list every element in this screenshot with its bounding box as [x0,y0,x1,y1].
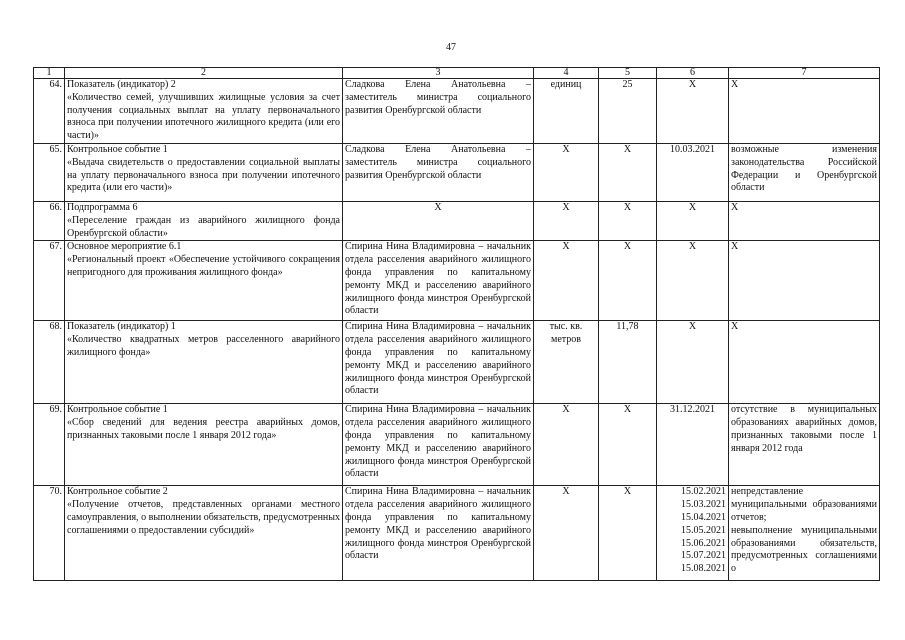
table-row [34,321,880,404]
plan-table [33,67,880,581]
row-responsible-cell: Спирина Нина Владимировна – начальник отдела расселения аварийного жилищного фонда управления по капитальному ремонту МКД и расселению аварийного жилищного фонда минстроя Оренбургской области [343,241,534,321]
column-number: 3 [343,68,534,79]
row-value-cell: 25 [599,79,657,144]
row-unit-cell: Х [534,144,599,202]
row-date-cell: 15.02.2021 15.03.2021 15.04.2021 15.05.2021 15.06.2021 15.07.2021 15.08.2021 [657,486,729,581]
row-number-cell: 66. [34,202,65,241]
row-date-cell: Х [657,79,729,144]
table-row [34,144,880,202]
row-unit-cell: Х [534,202,599,241]
row-name-cell: Основное мероприятие 6.1 «Региональный проект «Обеспечение устойчивого сокращения непригодного для проживания жилищного фонда» [65,241,343,321]
row-name-cell: Контрольное событие 1 «Сбор сведений для ведения реестра аварийных домов, признанных таковыми после 1 января 2012 года» [65,404,343,486]
row-value-cell: Х [599,202,657,241]
column-number: 4 [534,68,599,79]
row-number-cell: 69. [34,404,65,486]
row-name-cell: Показатель (индикатор) 1 «Количество квадратных метров расселенного аварийного жилищного фонда» [65,321,343,404]
table-row [34,79,880,144]
row-date-cell: Х [657,241,729,321]
row-unit-cell: тыс. кв. метров [534,321,599,404]
row-responsible-cell: Сладкова Елена Анатольевна – заместитель министра социального развития Оренбургской области [343,79,534,144]
row-number-cell: 67. [34,241,65,321]
row-value-cell: Х [599,241,657,321]
row-value-cell: 11,78 [599,321,657,404]
row-name-cell: Контрольное событие 2 «Получение отчетов, представленных органами местного самоуправления, о выполнении обязательств, предусмотренных соглашениями о предоставлении субсидий» [65,486,343,581]
row-number-cell: 70. [34,486,65,581]
column-number: 2 [65,68,343,79]
row-unit-cell: Х [534,241,599,321]
row-date-cell: Х [657,202,729,241]
row-note-cell: Х [729,241,880,321]
row-note-cell: Х [729,79,880,144]
table-row [34,202,880,241]
row-responsible-cell: Спирина Нина Владимировна – начальник отдела расселения аварийного жилищного фонда управления по капитальному ремонту МКД и расселению аварийного жилищного фонда минстроя Оренбургской области [343,404,534,486]
row-number-cell: 64. [34,79,65,144]
row-responsible-cell: Спирина Нина Владимировна – начальник отдела расселения аварийного жилищного фонда управления по капитальному ремонту МКД и расселению аварийного жилищного фонда минстроя Оренбургской области [343,321,534,404]
row-value-cell: Х [599,144,657,202]
row-date-cell: 31.12.2021 [657,404,729,486]
row-date-cell: 10.03.2021 [657,144,729,202]
row-unit-cell: Х [534,404,599,486]
row-date-cell: Х [657,321,729,404]
column-number: 5 [599,68,657,79]
table-row [34,404,880,486]
row-unit-cell: единиц [534,79,599,144]
row-note-cell: Х [729,321,880,404]
row-value-cell: Х [599,404,657,486]
row-note-cell: непредставление муниципальными образованиями отчетов; невыполнение муниципальными образованиями обязательств, предусмотренных соглашениями о [729,486,880,581]
column-number-row [34,68,880,79]
column-number: 7 [729,68,880,79]
row-number-cell: 65. [34,144,65,202]
table-row [34,241,880,321]
row-note-cell: Х [729,202,880,241]
column-number: 1 [34,68,65,79]
row-number-cell: 68. [34,321,65,404]
row-name-cell: Подпрограмма 6 «Переселение граждан из аварийного жилищного фонда Оренбургской области» [65,202,343,241]
page-number: 47 [446,42,456,53]
row-note-cell: возможные изменения законодательства Российской Федерации и Оренбургской области [729,144,880,202]
table-row [34,486,880,581]
row-responsible-cell: Спирина Нина Владимировна – начальник отдела расселения аварийного жилищного фонда управления по капитальному ремонту МКД и расселению аварийного жилищного фонда минстроя Оренбургской области [343,486,534,581]
row-name-cell: Контрольное событие 1 «Выдача свидетельств о предоставлении социальной выплаты на уплату первоначального взноса при получении ипотечного кредита (или его части)» [65,144,343,202]
row-responsible-cell: Сладкова Елена Анатольевна – заместитель министра социального развития Оренбургской области [343,144,534,202]
column-number: 6 [657,68,729,79]
row-value-cell: Х [599,486,657,581]
row-name-cell: Показатель (индикатор) 2 «Количество семей, улучшивших жилищные условия за счет получения социальных выплат на уплату первоначального взноса при получении ипотечного жилищного кредита (или его части)» [65,79,343,144]
row-responsible-cell: Х [343,202,534,241]
row-note-cell: отсутствие в муниципальных образованиях аварийных домов, признанных таковыми после 1 января 2012 года [729,404,880,486]
row-unit-cell: Х [534,486,599,581]
